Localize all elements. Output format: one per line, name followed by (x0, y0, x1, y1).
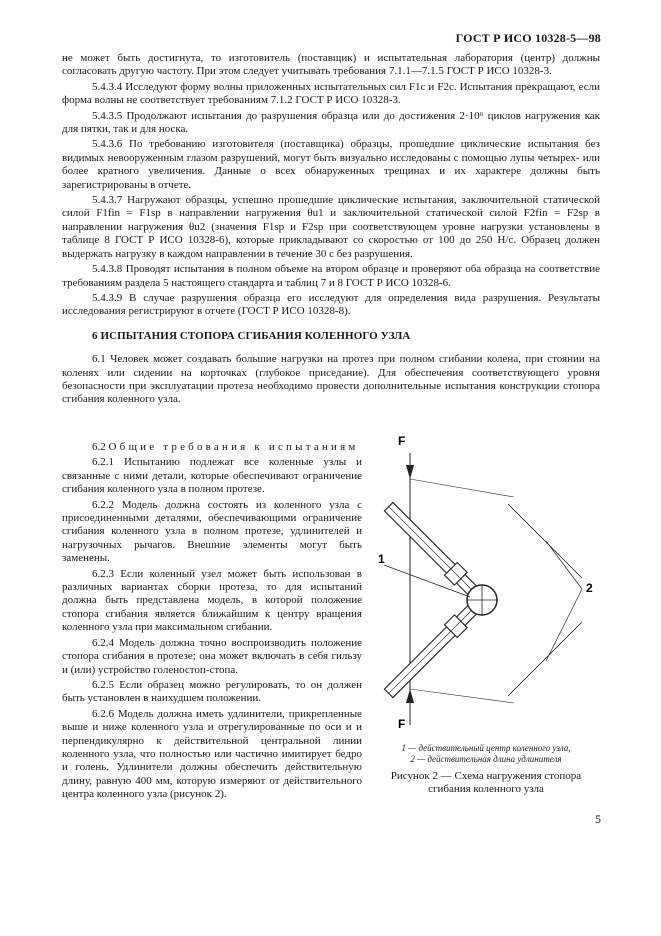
label-2: 2 (586, 581, 593, 595)
figure-title-line: Рисунок 2 — Схема нагружения стопора (390, 770, 582, 782)
left-column-text (62, 441, 362, 804)
subsection-title: Общие требования к испытаниям (108, 441, 359, 453)
label-1: 1 (378, 552, 385, 566)
paragraph: 5.4.3.8 Проводят испытания в полном объеме на втором образце и проверяют оба образца на соответствие требованиям раздела 5 настоящего стандарта и таблиц 7 и 8 ГОСТ Р ИСО 10328-6. (62, 263, 600, 289)
paragraph: 6.1 Человек может создавать большие нагрузки на протез при полном сгибании колена, при стоянии на коленях или сидении на корточках (глубокое приседание). Для обеспечения соответствующего уровня безопасности при эксплуатации протеза необходимо провести дополнительные испытания конструкции стопора сгибания коленного узла. (62, 353, 600, 406)
force-arrow-top (406, 465, 414, 479)
paragraph: 5.4.3.5 Продолжают испытания до разрушения образца или до достижения 2·10⁶ циклов нагружения как для пятки, так и для носка. (62, 109, 600, 136)
dimension-line-lower (508, 622, 582, 696)
paragraph: 6.2.6 Модель должна иметь удлинители, прикрепленные выше и ниже коленного узла и отрегулированные по оси и и перпендикулярно к действительной центральной линии коленного узла, что полностью или частично имитирует бедро и голень. Удлинители должны обеспечить действительную длину, равную 400 мм, которую измеряют от действительного центра коленного узла (рисунок 2). (62, 707, 362, 801)
main-text (62, 52, 600, 409)
paragraph: 6.2.4 Модель должна точно воспроизводить положение стопора сгибания в протезе; она может включать в себя гильзу и (или) устройство голеностоп-стопа. (62, 636, 362, 676)
extension-line (410, 479, 514, 497)
page-header: ГОСТ Р ИСО 10328-5—98 (455, 31, 601, 45)
leader-2a (546, 541, 582, 589)
legend-line: 2 — действительная длина удлинителя (410, 754, 562, 764)
paragraph: 6.2.1 Испытанию подлежат все коленные узлы и связанные с ними детали, которые обеспечивают ограничение сгибания коленного узла в полном протезе. (62, 456, 362, 496)
figure-title (370, 770, 602, 796)
force-label-bottom: F (398, 717, 406, 731)
force-arrow-bottom (406, 689, 414, 703)
paragraph: не может быть достигнута, то изготовитель (поставщик) и испытательная лаборатория (центр) должны согласовать другую частоту. При этом следует учитывать требования 7.1.1—7.1.5 ГОСТ Р ИСО 10328-3. (62, 52, 600, 78)
figure-title-line: сгибания коленного узла (428, 783, 544, 795)
leader-2b (546, 589, 582, 661)
paragraph: 6.2.2 Модель должна состоять из коленного узла с присоединенными деталями, обеспечивающими ограничение сгибания коленного узла в полном протезе, удлинителей и нагрузочных рычагов. Внешние элементы могут быть заменены. (62, 498, 362, 565)
lower-extender (382, 604, 478, 700)
force-label-top: F (398, 434, 406, 448)
paragraph: 5.4.3.6 По требованию изготовителя (поставщика) образцы, прошедшие циклические испытания без видимых невооруженным глазом разрушений, могут быть визуально исследованы с помощью лупы четырех- или более кратного увеличения. Данные о всех обнаруженных трещинах и их характере должны быть зарегистрированы в отчете. (62, 138, 600, 191)
paragraph: 6.2.3 Если коленный узел может быть использован в различных вариантах сборки протеза, то для испытаний должна быть представлена модель, в которой положение стопора сгибания является ближайшим к центру вращения коленного узла при максимальном сгибании. (62, 567, 362, 634)
extension-line (410, 689, 514, 703)
subsection-number: 6.2 (92, 441, 106, 453)
paragraph: 5.4.3.4 Исследуют форму волны приложенных испытательных сил F1c и F2c. Испытания прекращают, если форма волны не соответствует требованиям 7.1.2 ГОСТ Р ИСО 10328-3. (62, 80, 600, 107)
page-number: 5 (595, 812, 601, 826)
figure-legend (370, 743, 602, 765)
section-title: 6 ИСПЫТАНИЯ СТОПОРА СГИБАНИЯ КОЛЕННОГО УЗЛА (92, 329, 411, 342)
dimension-line-upper (508, 504, 582, 578)
paragraph: 5.4.3.9 В случае разрушения образца его исследуют для определения вида разрушения. Результаты исследования регистрируют в отчете (ГОСТ Р ИСО 10328-8). (62, 291, 600, 318)
paragraph: 6.2.5 Если образец можно регулировать, то он должен быть установлен в наихудшем положении. (62, 678, 362, 705)
knee-stop-loading-diagram (370, 425, 602, 755)
legend-line: 1 — действительный центр коленного узла, (401, 743, 571, 753)
subsection-heading (62, 441, 362, 454)
paragraph: 5.4.3.7 Нагружают образцы, успешно прошедшие циклические испытания, заключительной статической силой F1fin = F1sp в направлении нагружения θu1 и заключительной статической силой F2fin = F2sp в направлении нагружения θu2 (значения F1sp и F2sp при соответствующем уровне нагрузки установлены в таблице 8 ГОСТ Р ИСО 10328-6), которые прикладывают со скоростью от 100 до 250 Н/с. Образец должен выдержать нагрузку в каждом направлении в течение 30 с без разрушения. (62, 194, 600, 260)
